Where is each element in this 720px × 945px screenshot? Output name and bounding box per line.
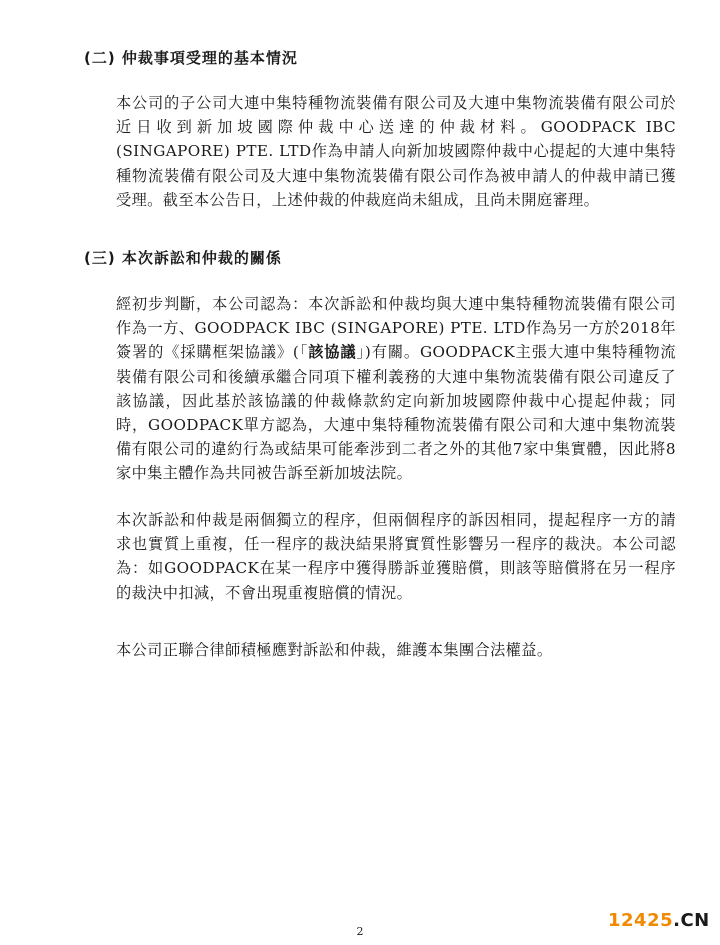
defined-term: 該協議	[308, 343, 357, 362]
watermark-suffix: .CN	[673, 910, 710, 931]
section-3-paragraph-2: 本次訴訟和仲裁是兩個獨立的程序，但兩個程序的訴因相同，提起程序一方的請求也實質上重複，任一程序的裁決結果將實質性影響另一程序的裁決。本公司認為：如GOODPACK在某一程序中獲得勝訴並獲賠償，則該等賠償將在另一程序的裁決中扣減，不會出現重複賠償的情況。	[116, 511, 676, 602]
site-watermark	[608, 910, 710, 931]
paragraph-text: 」)有關。GOODPACK主張大連中集特種物流裝備有限公司和後續承繼合同項下權利義務的大連中集物流裝備有限公司違反了該協議，因此基於該協議的仲裁條款約定向新加坡國際仲裁中心提起仲裁；同時，GOODPACK單方認為，大連中集特種物流裝備有限公司和大連中集物流裝備有限公司的違約行為或結果可能牽涉到二者之外的其他7家中集實體，因此將8家中集主體作為共同被告訴至新加坡法院。	[116, 343, 676, 483]
section-3-paragraph-3: 本公司正聯合律師積極應對訴訟和仲裁，維護本集團合法權益。	[116, 641, 553, 659]
section-3-heading: (三) 本次訴訟和仲裁的關係	[84, 249, 282, 267]
section-2-heading: (二) 仲裁事項受理的基本情況	[84, 49, 298, 67]
section-3-paragraph-1	[116, 292, 676, 486]
page-number: 2	[356, 925, 364, 938]
section-2-paragraph-1: 本公司的子公司大連中集特種物流裝備有限公司及大連中集物流裝備有限公司於近日收到新加坡國際仲裁中心送達的仲裁材料。GOODPACK IBC (SINGAPORE) PTE. LTD作為申請人向新加坡國際仲裁中心提起的大連中集特種物流裝備有限公司及大連中集物流裝備有限公司作為被申請人的仲裁申請已獲受理。截至本公告日，上述仲裁的仲裁庭尚未組成，且尚未開庭審理。	[116, 94, 676, 209]
paragraph-text: 經初步判斷，本公司認為：本次訴訟和仲裁均與大連中集特種物流裝備有限公司作為一方、GOODPACK IBC (SINGAPORE) PTE. LTD作為另一方於2018年簽署的《採購框架協議》(「	[116, 295, 676, 362]
watermark-main: 12425	[608, 910, 674, 931]
